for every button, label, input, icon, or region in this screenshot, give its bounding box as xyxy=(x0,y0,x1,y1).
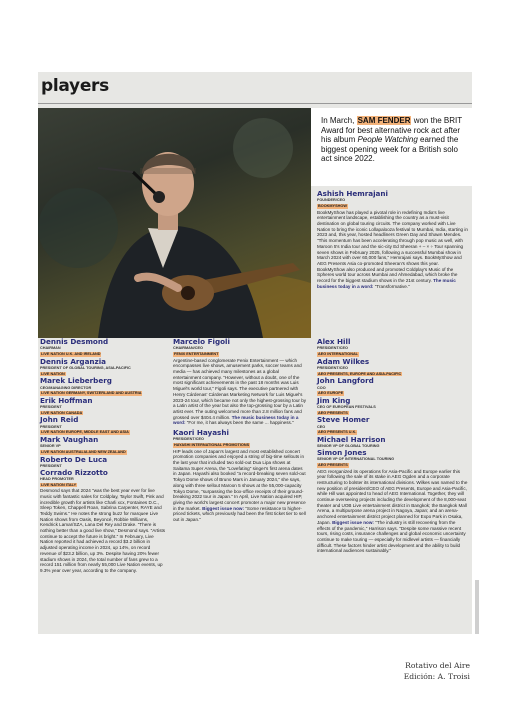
company-tag: LIVE NATION ITALY xyxy=(41,482,77,487)
person-body: HIP leads one of Japan's largest and most established concert promotion companies and enjoyed a string of big-time sellouts in the last year that included two sold-out Dua Lipa shows at Saitama Super Arena, the "Lovefating" singer's first arena dates in Japan. Hayashi also booked "a record-breaking seven sold-out Tokyo Dome shows of Bruno Mars in January 2024," she says, along with three sellout Maroon 5 shows at the 55,000-capacity Tokyo Dome, "surpassing the box-office receipts of their ground-breaking 2022 tour in Japan." In April, Live Nation acquired HIP, giving the world's largest concert promoter a major new presence in the market. Biggest issue now: "Some resistance to higher-priced tickets, which previously had been the first ticket tier to sell out in Japan." xyxy=(173,448,306,523)
company-tag: AEG PRESENTS U.K. xyxy=(318,430,357,435)
person-role: CEO xyxy=(317,424,326,429)
person-role: CHAIRMAN/CEO xyxy=(173,346,203,351)
person-role: PRESIDENT xyxy=(40,424,62,429)
company-tag: BOOKMYSHOW xyxy=(318,204,347,208)
person-name: Roberto De Luca xyxy=(40,454,108,464)
person-block xyxy=(40,456,166,469)
callout-text: In March, xyxy=(321,116,357,125)
profile-role: FOUNDER/CEO xyxy=(317,198,346,203)
company-tag: LIVE NATION AUSTRALIA AND NEW ZEALAND xyxy=(41,449,126,454)
quote-label: The music business today in a word: xyxy=(173,414,299,426)
performer-photo xyxy=(38,108,311,338)
person-block xyxy=(40,416,166,436)
person-name: John Langford xyxy=(317,376,374,386)
performer-illustration xyxy=(38,108,311,338)
magazine-page xyxy=(38,72,472,634)
person-role: PRESIDENT/CEO xyxy=(317,346,349,351)
company-tag: LIVE NATION GERMANY, SWITZERLAND AND AUSTRIA xyxy=(41,391,142,396)
person-name: Mark Vaughan xyxy=(40,434,99,444)
person-body: Argentine-based conglomerate Fenix Entertainment — which encompasses live shows, amusement parks, soccer teams and media — has achieved many milestones as a global entertainment company. "However, without a doubt, one of the most significant achievements in the past 18 months was Luis Miguel's world tour," Figoli says. The executive partnered with Henry Cárdenas' Cárdenas Marketing Network for Luis Miguel's 2023-24 tour, which became not only the highest-grossing tour by a Latin artist of the year but also the top-grossing tour by a Latin artist ever. The outing welcomed more than 2.8 million fans and grossed over $404.4 million. The music business today in a word: "For me, it has always been the same ... happiness." xyxy=(173,357,307,426)
person-block xyxy=(317,358,468,378)
person-name: Kaori Hayashi xyxy=(173,428,229,438)
person-block xyxy=(40,358,166,378)
company-tag: LIVE NATION xyxy=(41,371,65,376)
person-name: Michael Harrison xyxy=(317,434,386,444)
person-block xyxy=(317,338,468,358)
person-name: Simon Jones xyxy=(317,447,367,457)
person-block xyxy=(317,449,468,469)
callout-artist-name: SAM FENDER xyxy=(357,116,411,125)
photo-caption-callout xyxy=(311,108,472,186)
person-name: Marek Lieberberg xyxy=(40,376,112,386)
callout-album-title: People Watching xyxy=(357,135,418,145)
person-role: CEO OF EUROPEAN FESTIVALS xyxy=(317,405,376,410)
person-role: HEAD PROMOTER xyxy=(40,476,74,481)
person-role: SENIOR VP OF INTERNATIONAL TOURING xyxy=(317,457,395,462)
person-block xyxy=(317,416,468,436)
person-block xyxy=(173,429,307,523)
person-block xyxy=(317,377,468,397)
issue-label: Biggest issue now: xyxy=(202,505,244,511)
column-live-nation xyxy=(40,338,166,575)
person-block xyxy=(40,377,166,397)
person-block xyxy=(40,397,166,417)
quote-text: "For me, it has always been the same ... happiness." xyxy=(185,420,294,426)
company-tag: AEG INTERNATIONAL xyxy=(318,352,359,356)
issue-label: Biggest issue now: xyxy=(332,519,374,525)
person-name: Adam Wilkes xyxy=(317,356,370,366)
person-name: Marcelo Figoli xyxy=(173,337,230,346)
company-tag: LIVE NATION EUROPE, MIDDLE EAST AND ASIA xyxy=(41,430,129,435)
person-role: PRESIDENT/CEO xyxy=(317,366,349,370)
person-name: Dennis Arganzia xyxy=(40,356,107,366)
person-block xyxy=(40,469,166,489)
column-figoli-hayashi xyxy=(173,338,307,524)
person-role: PRESIDENT OF GLOBAL TOURING, ASIA-PACIFIC xyxy=(40,366,131,370)
company-tag: LIVE NATION CANADA xyxy=(41,410,83,415)
section-title: players xyxy=(41,76,109,96)
company-tag: AEG PRESENTS xyxy=(318,410,348,415)
company-tag: AEG PRESENTS, EUROPE AND ASIA-PACIFIC xyxy=(318,371,402,376)
person-block xyxy=(40,436,166,456)
person-role: PRESIDENT xyxy=(40,405,62,410)
column-body: AEG reorganized its operations for Asia-Pacific and Europe earlier this year following the sale of its stake in AEG Ogden and a corporate restructuring to bolster its international divisions. Wilkes was named to the new position of president/CEO of AEG Presents, Europe and Asia-Pacific, while Hill was appointed to head of AEG International. Together, they will continue overseeing projects including the development of the 8,000-seat theater and UOB Live entertainment district in Bangkok; the Bangkok Mall Arena, a multipurpose arena project in Nagoya, Japan; and an arena-anchored entertainment district project planned for Expo Park in Osaka, Japan. Biggest issue now: "The industry is still recovering from the effects of the pandemic," Harrison says. "Despite some massive recent tours, rising costs, insurance challenges and global economic uncertainty continue to make touring — especially for midlevel artists — financially difficult. These factors hinder artist development and the ability to build international audiences sustainably." xyxy=(317,468,468,554)
column-body: Desmond says that 2024 "was the best year ever for live music with fantastic sales for Coldplay, Taylor Swift, Pink and incredible growth for artists like Charli xcx, Fontaines D.C., Sleep Token, Chappell Roan, Sabrina Carpenter, RAYE and Teddy Swims." He notes the strong buzz for marquee Live Nation shows from Oasis, Beyoncé, Robbie Williams, Kendrick Lamar/SZA, Lana Del Rey and Drake. "There is nothing better than a good live show," Desmond says. "Artists continue to accept the future is bright." In February, Live Nation reported it had achieved a record $3.2 billion in adjusted operating income in 2024, up 14%, on record revenue of $23.2 billion, up 3%. Despite having 20% fewer stadium shows in 2024, the total number of fans grew to a record 151 million from nearly 55,000 Live Nation events, up 9.3% year over year, according to the company. xyxy=(40,488,166,573)
person-role: SENIOR VP xyxy=(40,444,61,449)
quote-label: The music business today in a word: xyxy=(317,278,456,289)
person-name: John Reid xyxy=(40,415,79,425)
person-name: Alex Hill xyxy=(317,337,351,346)
company-tag: FENIX ENTERTAINMENT xyxy=(174,352,219,356)
profile-body: BookMyShow has played a pivotal role in redefining India's live entertainment landscape, establishing the country as a must-visit destination on global touring circuits. The company worked with Live Nation to bring the iconic Lollapalooza festival to Mumbai, India, starting in 2023 and, this year, hosted headliners Green Day and Shawn Mendes. "This momentum has been accelerating through pop music as well, with Maroon 5's India tour and the sic-city Ed Sheeran + – × ÷ Tour spanning seven shows in February 2025, following a successful Mumbai show in March 2024 with over 60,000 fans," Hemrajani says. BookMyShow and AEG Presents Asia co-promoted Sheeran's shows this year. BookMyShow also produced and promoted Coldplay's Music of the Spheres world tour across Mumbai and Ahmedabad, which broke the record for the biggest stadium shows in the 21st century. The music business today in a word: "Transformative." xyxy=(317,209,468,289)
column-aeg xyxy=(317,338,468,555)
company-tag: AEG EUROPE xyxy=(318,391,344,396)
person-name: Erik Hoffman xyxy=(40,395,93,405)
person-role: SENIOR VP OF GLOBAL TOURING xyxy=(317,444,380,449)
callout-text: earned the biggest opening week for a British solo act since 2022. xyxy=(321,135,459,164)
company-tag: AEG PRESENTS xyxy=(318,462,348,467)
person-role: PRESIDENT/CEO xyxy=(173,437,205,442)
person-name: Jim King xyxy=(317,395,351,405)
person-role: CEO/MANAGING DIRECTOR xyxy=(40,385,92,390)
person-role: CHAIRMAN xyxy=(40,346,61,351)
person-role: PRESIDENT xyxy=(40,463,62,468)
person-name: Steve Homer xyxy=(317,415,370,425)
footer-line-publication: Rotativo del Aire xyxy=(405,661,470,670)
callout-text: won the BRIT Award for best alternative rock act after his album xyxy=(321,116,463,145)
profile-name: Ashish Hemrajani xyxy=(317,189,388,198)
page-header xyxy=(38,72,472,108)
issue-text: "The industry is still recovering from the effects of the pandemic," Harrison says. "Despite some massive recent tours, rising costs, insurance challenges and global economic uncertainty continue to make touring — especially for midlevel artists — financially difficult. These factors hinder artist development and the ability to build international audiences sustainably." xyxy=(317,519,466,554)
person-role: COO xyxy=(317,385,326,390)
issue-text: "Some resistance to higher-priced tickets, which previously had been the first ticket tier to sell out in Japan." xyxy=(173,505,306,523)
photo-credit-strip xyxy=(475,580,479,634)
quote-text: "Transformative." xyxy=(373,283,410,289)
person-block xyxy=(40,338,166,358)
person-block xyxy=(173,338,307,426)
person-name: Corrado Rizzotto xyxy=(40,467,108,477)
person-block xyxy=(317,397,468,417)
footer-line-edition: Edición: A. Troisi xyxy=(403,672,470,681)
company-tag: LIVE NATION U.K. AND IRELAND xyxy=(41,352,101,356)
header-rule xyxy=(38,103,472,104)
company-tag: HAYASHI INTERNATIONAL PROMOTIONS xyxy=(174,443,250,448)
person-name: Dennis Desmond xyxy=(40,337,109,346)
page-footer xyxy=(350,660,470,682)
profile-hemrajani xyxy=(317,190,468,290)
